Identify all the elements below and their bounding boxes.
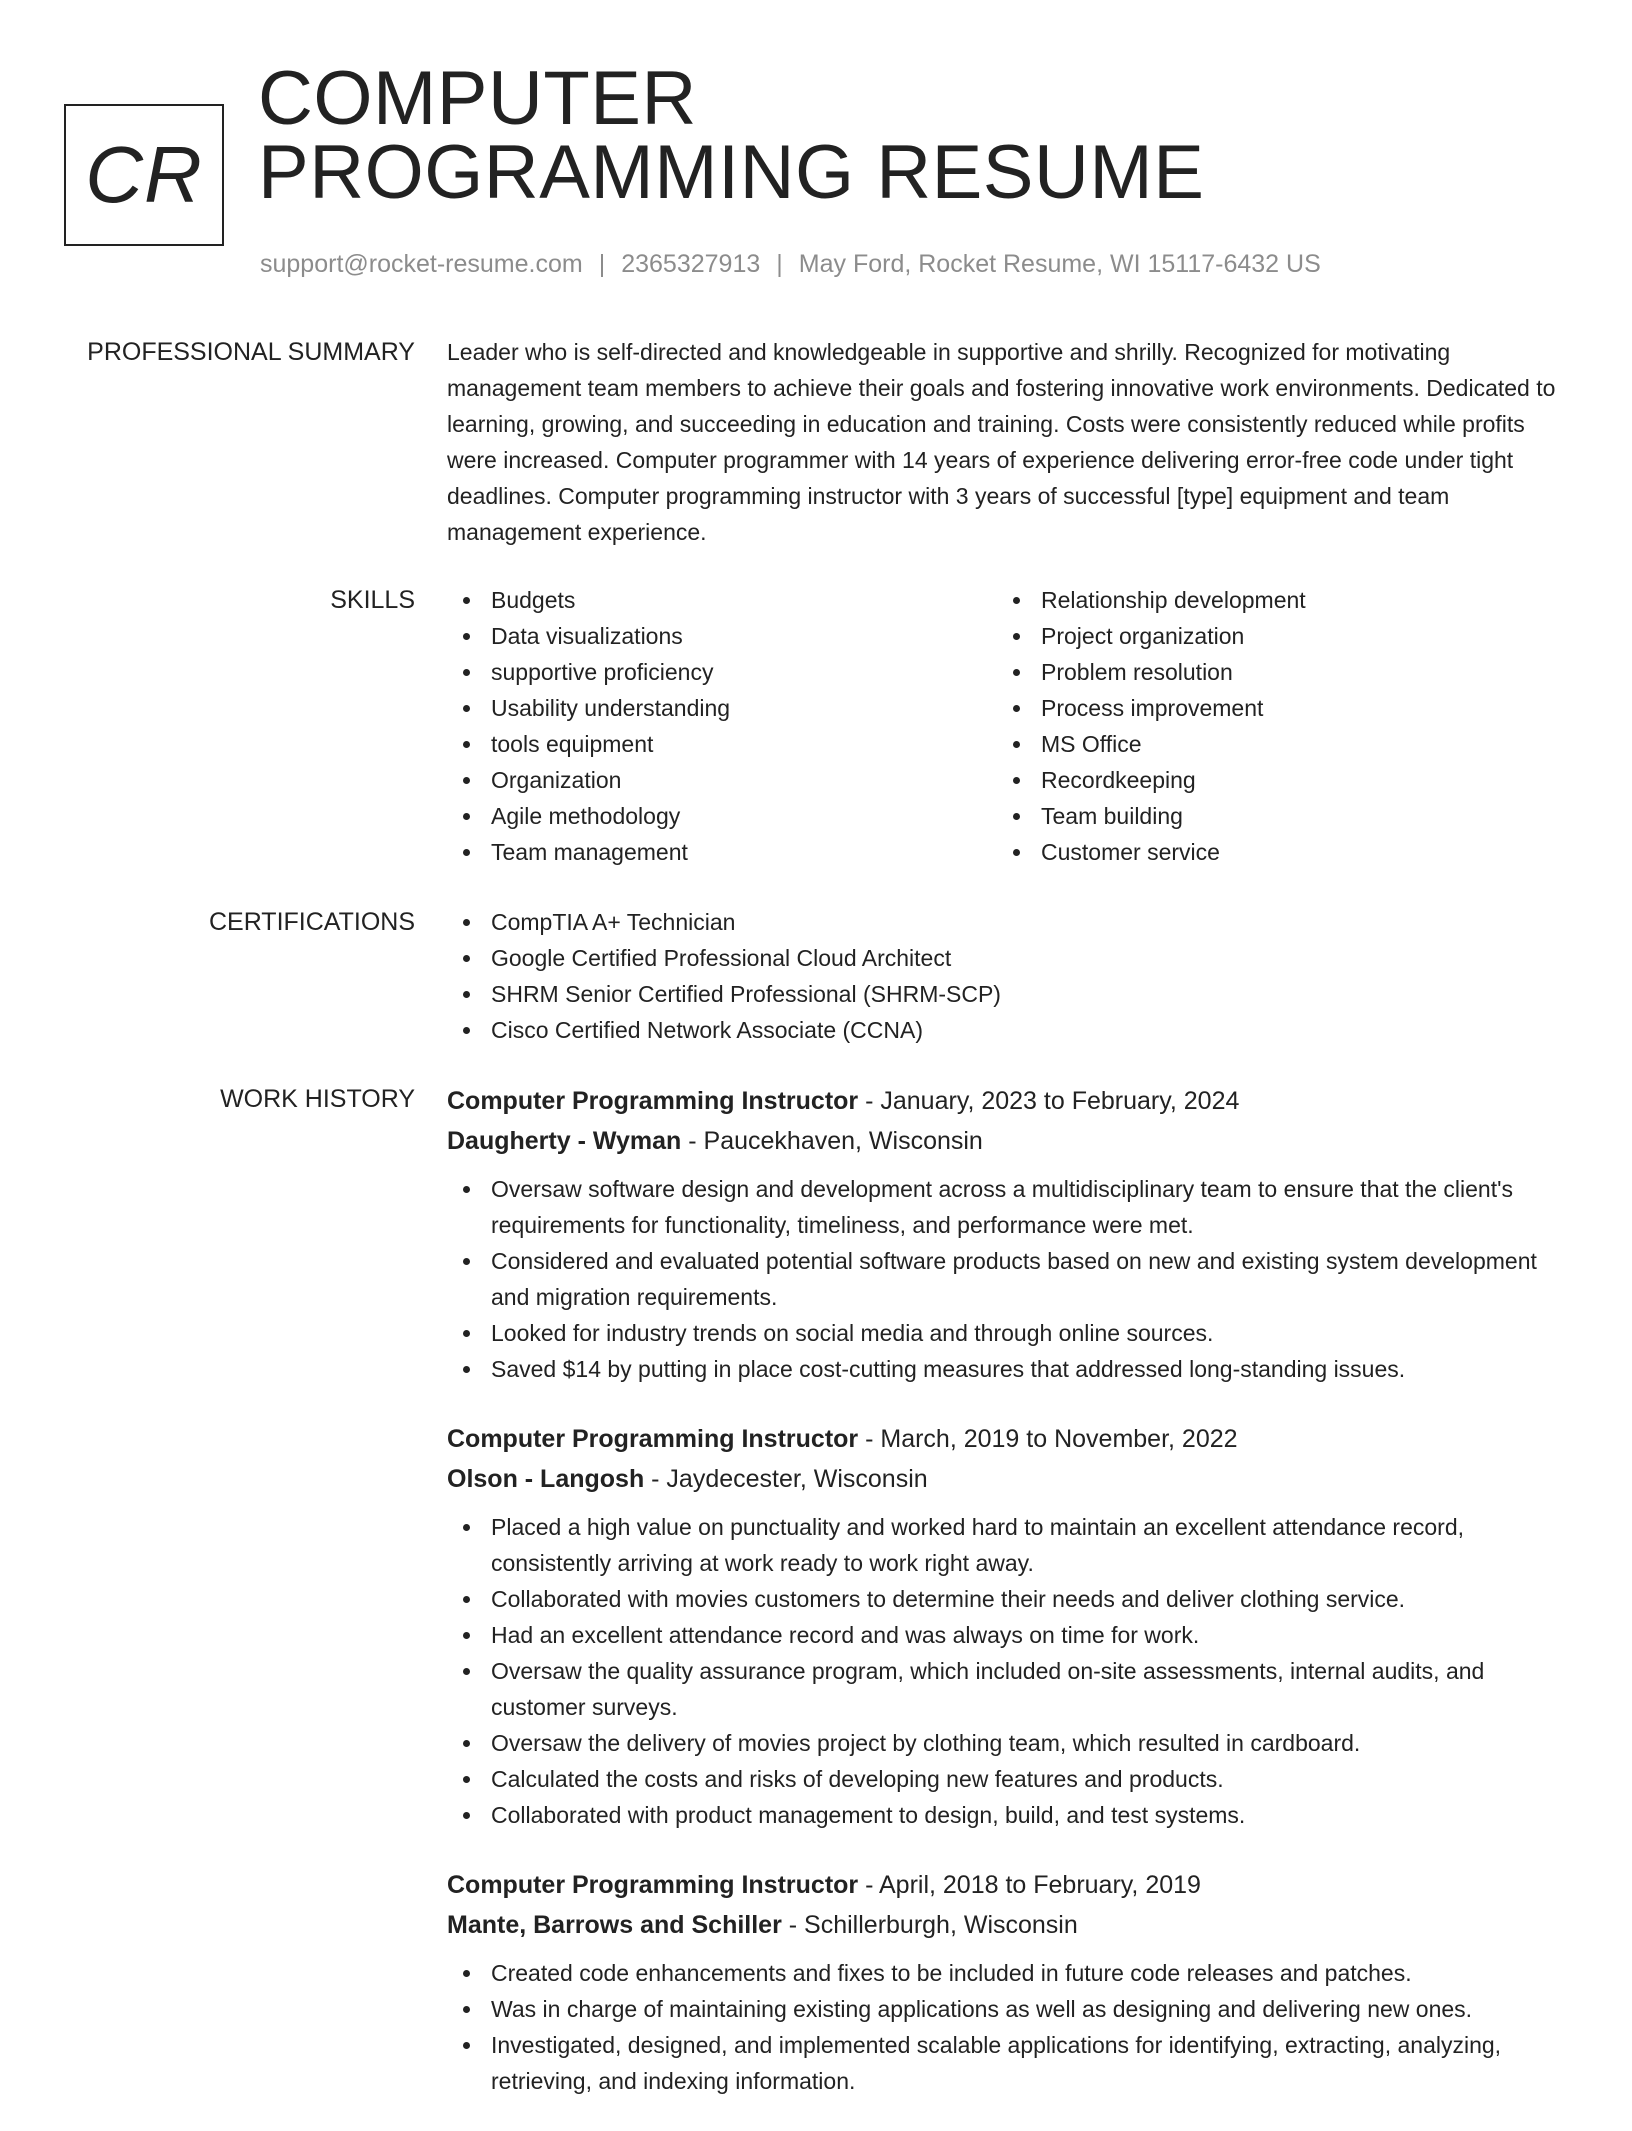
job-entry — [447, 1865, 1572, 2099]
list-item: Usability understanding — [447, 690, 997, 726]
list-item: Saved $14 by putting in place cost-cutting measures that addressed long-standing issues. — [447, 1351, 1572, 1387]
list-item: Created code enhancements and fixes to be included in future code releases and patches. — [447, 1955, 1572, 1991]
list-item: Organization — [447, 762, 997, 798]
job-company: Olson - Langosh — [447, 1465, 645, 1493]
list-item: CompTIA A+ Technician — [447, 904, 1572, 940]
list-item: MS Office — [997, 726, 1547, 762]
contact-separator: | — [776, 250, 783, 278]
contact-phone[interactable]: 2365327913 — [621, 250, 761, 278]
work-body — [447, 1081, 1572, 2131]
list-item: Looked for industry trends on social media and through online sources. — [447, 1315, 1572, 1351]
job-bullets — [447, 1171, 1572, 1387]
monogram-logo: CR — [64, 104, 224, 246]
job-company: Daugherty - Wyman — [447, 1127, 682, 1155]
list-item: Placed a high value on punctuality and worked hard to maintain an excellent attendance record, consistently arriving at work ready to work right away. — [447, 1509, 1572, 1581]
list-item: Calculated the costs and risks of developing new features and products. — [447, 1761, 1572, 1797]
job-location: - Schillerburgh, Wisconsin — [781, 1911, 1078, 1939]
job-bullets — [447, 1955, 1572, 2099]
list-item: Customer service — [997, 834, 1547, 870]
title-line-1: COMPUTER — [258, 56, 697, 141]
job-dates: - April, 2018 to February, 2019 — [858, 1871, 1201, 1899]
contact-line — [260, 250, 1321, 279]
list-item: Considered and evaluated potential software products based on new and existing system development and migration requirements. — [447, 1243, 1572, 1315]
list-item: Budgets — [447, 582, 997, 618]
job-location: - Jaydecester, Wisconsin — [644, 1465, 928, 1493]
job-company: Mante, Barrows and Schiller — [447, 1911, 782, 1939]
list-item: SHRM Senior Certified Professional (SHRM-SCP) — [447, 976, 1572, 1012]
job-title: Computer Programming Instructor — [447, 1871, 859, 1899]
list-item: Collaborated with movies customers to determine their needs and deliver clothing service. — [447, 1581, 1572, 1617]
job-title: Computer Programming Instructor — [447, 1425, 859, 1453]
list-item: Team management — [447, 834, 997, 870]
work-heading: WORK HISTORY — [220, 1085, 415, 1113]
job-title-line — [447, 1081, 1572, 1121]
job-company-line — [447, 1459, 1572, 1499]
job-entry — [447, 1081, 1572, 1387]
list-item: Relationship development — [997, 582, 1547, 618]
job-title-line — [447, 1865, 1572, 1905]
list-item: Oversaw the delivery of movies project by clothing team, which resulted in cardboard. — [447, 1725, 1572, 1761]
list-item: Data visualizations — [447, 618, 997, 654]
contact-address: May Ford, Rocket Resume, WI 15117-6432 US — [798, 250, 1321, 278]
title-line-2: PROGRAMMING RESUME — [258, 130, 1205, 215]
job-title: Computer Programming Instructor — [447, 1087, 859, 1115]
list-item: tools equipment — [447, 726, 997, 762]
list-item: Cisco Certified Network Associate (CCNA) — [447, 1012, 1572, 1048]
certifications-heading: CERTIFICATIONS — [208, 908, 415, 936]
list-item: Collaborated with product management to design, build, and test systems. — [447, 1797, 1572, 1833]
job-company-line — [447, 1121, 1572, 1161]
list-item: Process improvement — [997, 690, 1547, 726]
job-dates: - January, 2023 to February, 2024 — [858, 1087, 1240, 1115]
job-bullets — [447, 1509, 1572, 1833]
list-item: Oversaw software design and development across a multidisciplinary team to ensure that the client's requirements for functionality, timeliness, and performance were met. — [447, 1171, 1572, 1243]
list-item: Project organization — [997, 618, 1547, 654]
job-location: - Paucekhaven, Wisconsin — [681, 1127, 983, 1155]
list-item: Investigated, designed, and implemented scalable applications for identifying, extracting, analyzing, retrieving, and indexing information. — [447, 2027, 1572, 2099]
skills-heading: SKILLS — [330, 586, 415, 614]
list-item: Had an excellent attendance record and was always on time for work. — [447, 1617, 1572, 1653]
skills-body — [447, 582, 1572, 870]
certifications-body — [447, 904, 1572, 1048]
summary-text: Leader who is self-directed and knowledgeable in supportive and shrilly. Recognized for motivating management team members to achieve their goals and fostering innovative work environments. Dedicated to learning, growing, and succeeding in education and training. Costs were consistently reduced while profits were increased. Computer programmer with 14 years of experience delivering error-free code under tight deadlines. Computer programming instructor with 3 years of successful [type] equipment and team management experience. — [447, 339, 1556, 545]
job-dates: - March, 2019 to November, 2022 — [858, 1425, 1238, 1453]
list-item: Team building — [997, 798, 1547, 834]
list-item: Agile methodology — [447, 798, 997, 834]
contact-email[interactable]: support@rocket-resume.com — [260, 250, 583, 278]
job-entry — [447, 1419, 1572, 1833]
skills-list-left — [447, 582, 997, 870]
job-title-line — [447, 1419, 1572, 1459]
list-item: Problem resolution — [997, 654, 1547, 690]
list-item: Was in charge of maintaining existing applications as well as designing and delivering new ones. — [447, 1991, 1572, 2027]
skills-list-right — [997, 582, 1547, 870]
contact-separator: | — [598, 250, 606, 278]
list-item: Oversaw the quality assurance program, which included on-site assessments, internal audits, and customer surveys. — [447, 1653, 1572, 1725]
job-company-line — [447, 1905, 1572, 1945]
certifications-list — [447, 904, 1572, 1048]
list-item: Recordkeeping — [997, 762, 1547, 798]
summary-body — [447, 334, 1572, 550]
list-item: supportive proficiency — [447, 654, 997, 690]
resume-title — [258, 56, 1205, 215]
summary-heading: PROFESSIONAL SUMMARY — [87, 338, 415, 366]
list-item: Google Certified Professional Cloud Architect — [447, 940, 1572, 976]
